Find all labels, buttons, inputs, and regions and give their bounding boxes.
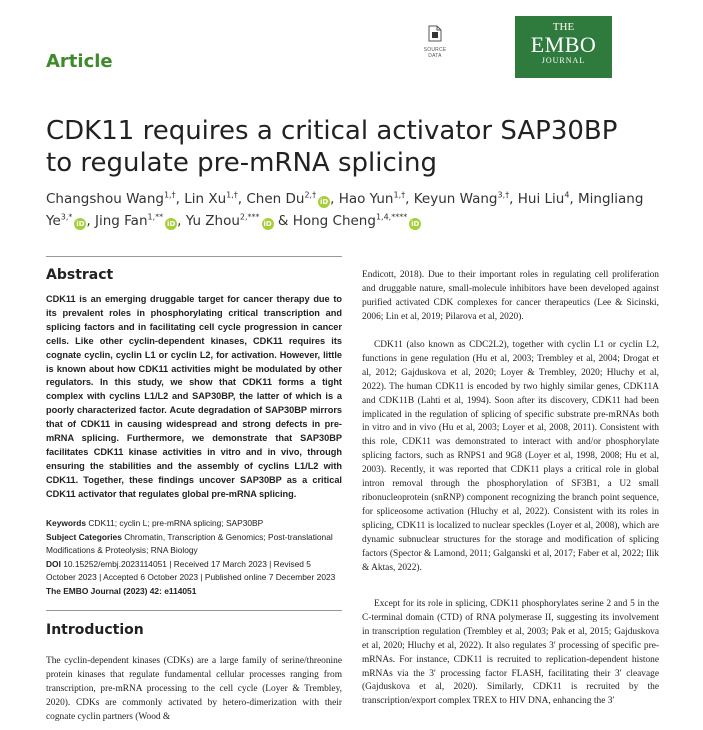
orcid-icon[interactable]: iD: [320, 198, 329, 206]
author[interactable]: [414, 191, 509, 207]
citation-line: The EMBO Journal (2023) 42: e114051: [46, 585, 197, 596]
article-title: CDK11 requires a critical activator SAP30BP to regulate pre-mRNA splicing: [46, 116, 618, 178]
author-affiliation: 1,†: [226, 190, 238, 200]
abstract-text: CDK11 is an emerging druggable target for cancer therapy due to its prevalent roles in phosphorylating critical transcription and splicing factors and in facilitating cell cycle progression in cancer cells. Like other cyclin-dependent kinases, CDK11 requires its cognate cyclin, cyclin L1 or cyclin L2, for activation. However, little is known about how CDK11 activities might be modulated by other regulators. In this study, we show that CDK11 forms a tight complex with cyclins L1/L2 and SAP30BP, the latter of which is a poorly characterized factor. Acute degradation of SAP30BP mirrors that of CDK11 in causing widespread and strong defects in pre-mRNA splicing. Furthermore, we demonstrate that SAP30BP facilitates CDK11 kinase activities in vitro and in vivo, through ensuring the stabilities and the assembly of cyclins L1/L2 with CDK11. Together, these findings uncover SAP30BP as a critical CDK11 activator that regulates global pre-mRNA splicing.: [46, 294, 342, 499]
body-paragraph: Except for its role in splicing, CDK11 phosphorylates serine 2 and 5 in the C-terminal domain (CTD) of RNA polymerase II, suggesting its involvement in transcription regulation (Trembley et al, 2003; Pak et al, 2015; Gajduskova et al, 2020; Hluchy et al, 2022). It also regulates 3′ processing of specific pre-mRNAs. For instance, CDK11 is recruited to replication-dependent histone mRNAs via the 3′ processing factor FLASH, facilitating their 3′ cleavage (Gajduskova et al, 2020). Similarly, CDK11 is recruited by the transcription/export complex TREX to HIV DNA, enhancing the 3′: [362, 599, 659, 707]
body-paragraph: CDK11 (also known as CDC2L2), together with cyclin L1 or cyclin L2, functions in gene regulation (Hu et al, 2003; Trembley et al, 2004; Drogat et al, 2012; Gajduskova et al, 2020; Loyer & Trembley, 2020; Hluchy et al, 2022). The human CDK11 is encoded by two highly similar genes, CDK11A and CDK11B (Lahti et al, 1994). Soon after its discovery, CDK11 had been implicated in the regulation of splicing of specific substrate pre-mRNAs both in vitro and in vivo (Hu et al, 2003; Loyer et al, 2008, 2011). Consistent with this role, CDK11 was demonstrated to interact with and/or phosphorylate splicing factors, such as RNPS1 and 9G8 (Loyer et al, 1998, 2008; Hu et al, 2003). Recently, it was reported that CDK11 plays a critical role in global intron removal through the phosphorylation of SF3B1, a U2 small ribonucleoprotein (snRNP) component recognizing the branch point sequence, for spliceosome activation (Hluchy et al, 2022). Consistent with its roles in splicing, CDK11 is localized to nuclear speckles (Loyer et al, 2008), which are dynamic subnuclear structures for the storage and modification of splicing factors (Spector & Lamond, 2011; Galganski et al, 2017; Faber et al, 2022; Ilik & Aktas, 2022).: [362, 340, 659, 573]
author-name: Hong Cheng: [292, 213, 376, 229]
journal-logo-embo: EMBO: [530, 32, 597, 57]
body-paragraph: Endicott, 2018). Due to their important roles in regulating cell proliferation and druggable nature, small-molecule inhibitors have been developed against purified activated CDK complexes for cancer therapeutics (Lee & Sicinski, 2006; Lin et al, 2019; Pilarova et al, 2020).: [362, 270, 659, 322]
introduction-heading: Introduction: [46, 622, 144, 638]
subject-categories-value: Chromatin, Transcription & Genomics; Post-translational Modifications & Proteolysis; RNA Biology: [46, 531, 333, 555]
author-name: Lin Xu: [184, 191, 227, 207]
doi-value[interactable]: 10.15252/embj.2023114051 | Received 17 March 2023 | Revised 5 October 2023 | Accepted 6 October 2023 | Published online 7 December 2023: [46, 558, 336, 582]
author-name: Yu Zhou: [185, 213, 240, 229]
author[interactable]: [339, 191, 405, 207]
divider: [46, 610, 342, 611]
author-name: Chen Du: [246, 191, 305, 207]
author[interactable]: [293, 213, 422, 229]
keywords-label: Keywords: [46, 518, 87, 528]
author-separator: ,: [237, 191, 247, 207]
source-data-icon: [428, 25, 442, 42]
author[interactable]: [46, 191, 176, 207]
author-name: Keyun Wang: [413, 191, 498, 207]
author[interactable]: [184, 191, 238, 207]
author-separator: ,: [330, 191, 339, 207]
author-name: Jing Fan: [95, 213, 148, 229]
author[interactable]: [186, 213, 274, 229]
source-data-label-2: DATA: [428, 53, 442, 59]
author-name: Hui Liu: [517, 191, 565, 207]
subject-categories-label: Subject Categories: [46, 531, 122, 542]
author-affiliation: 2,†: [304, 190, 317, 200]
article-metadata: [46, 517, 342, 598]
author-separator: ,: [175, 191, 185, 207]
author-affiliation: 3,*: [60, 212, 73, 222]
author-affiliation: 1,4,****: [375, 212, 408, 222]
author-affiliation: 4: [564, 190, 570, 200]
author-affiliation: 1,†: [163, 190, 176, 200]
author[interactable]: [95, 213, 177, 229]
author-affiliation: 3,†: [497, 190, 510, 200]
orcid-icon[interactable]: iD: [76, 220, 85, 228]
orcid-icon[interactable]: iD: [263, 220, 272, 228]
author-separator: ,: [177, 213, 186, 229]
orcid-icon[interactable]: iD: [411, 220, 420, 228]
author-name: Hao Yun: [338, 191, 394, 207]
doi-label: DOI: [46, 558, 61, 569]
journal-logo: [515, 16, 612, 78]
author-name: Changshou Wang: [46, 191, 164, 207]
abstract-heading: Abstract: [46, 267, 114, 283]
author-affiliation: 1,**: [147, 212, 164, 222]
journal-logo-the: THE: [552, 21, 575, 33]
keywords-value: CDK11; cyclin L; pre-mRNA splicing; SAP30BP: [88, 518, 264, 528]
introduction-text: The cyclin-dependent kinases (CDKs) are a large family of serine/threonine protein kinases that regulate fundamental cellular processes ranging from transcription, pre-mRNA processing to the cell cycle (Loyer & Trembley, 2020). CDKs are commonly activated by hetero-dimerization with their cognate cyclin partners (Wood &: [46, 656, 342, 722]
divider: [46, 256, 342, 257]
article-type-label: Article: [46, 51, 113, 72]
orcid-icon[interactable]: iD: [167, 220, 176, 228]
author-affiliation: 2,***: [239, 212, 260, 222]
author-separator: ,: [569, 191, 578, 207]
author-separator: ,: [86, 213, 95, 229]
author-list: [46, 188, 666, 232]
author-affiliation: 1,†: [393, 190, 406, 200]
author-name: Mingliang Ye: [46, 191, 644, 229]
source-data-label-1: SOURCE: [423, 47, 447, 53]
journal-logo-journal: JOURNAL: [541, 56, 586, 65]
author-separator: &: [273, 213, 293, 229]
source-data-badge[interactable]: [421, 25, 449, 59]
author[interactable]: [518, 191, 570, 207]
author-separator: ,: [509, 191, 518, 207]
author-separator: ,: [405, 191, 414, 207]
author[interactable]: [246, 191, 330, 207]
